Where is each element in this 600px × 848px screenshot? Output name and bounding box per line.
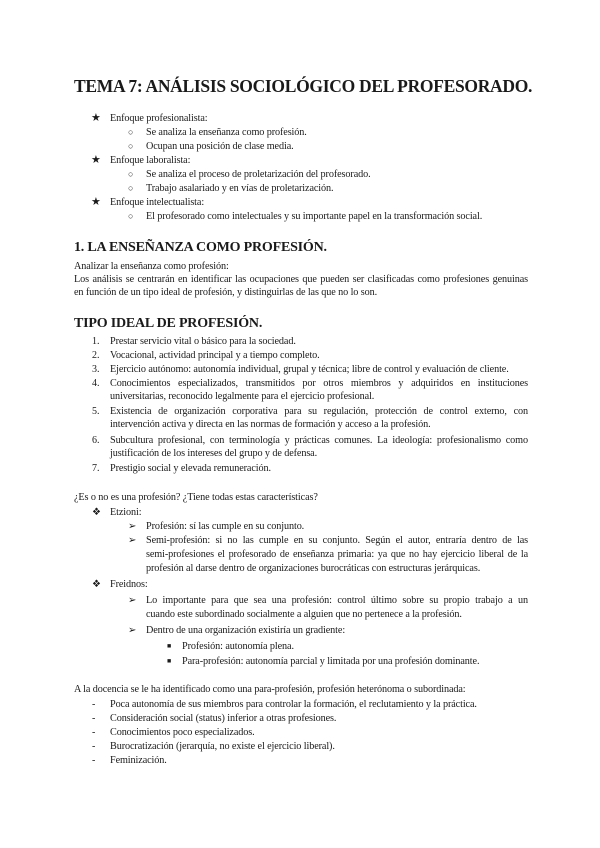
circle-bullet-icon: ○ — [128, 169, 134, 179]
section-heading: 1. LA ENSEÑANZA COMO PROFESIÓN. — [74, 240, 327, 255]
approach-label: Enfoque intelectualista: — [110, 197, 205, 208]
author-item-line: semi-profesiones el profesorado de enseñanza primaria: ya que no hay ejercicio liberal de la — [146, 549, 528, 560]
list-item-line: Conocimientos especializados, transmitidos por otros miembros y adquiridos en instituciones — [110, 378, 528, 389]
list-item-line: universitarias, reconocido legalmente para el ejercicio profesional. — [110, 391, 375, 402]
docencia-item: Conocimientos poco especializados. — [110, 727, 255, 738]
author-item-line: Lo importante para que sea una profesión: control último sobre su propio trabajo a un — [146, 595, 528, 606]
star-bullet-icon: ★ — [91, 154, 101, 166]
arrow-bullet-icon: ➢ — [128, 521, 137, 532]
page-title: TEMA 7: ANÁLISIS SOCIOLÓGICO DEL PROFESORADO. — [74, 76, 533, 96]
list-number: 3. — [92, 364, 100, 375]
diamond-bullet-icon: ❖ — [92, 579, 101, 590]
paragraph-line: Los análisis se centrarán en identificar las ocupaciones que pueden ser clasificadas como profesiones genuinas — [74, 274, 528, 285]
approach-label: Enfoque laboralista: — [110, 155, 191, 166]
circle-bullet-icon: ○ — [128, 127, 134, 137]
circle-bullet-icon: ○ — [128, 141, 134, 151]
author-label: Etzioni: — [110, 507, 142, 518]
list-item-line: Prestar servicio vital o básico para la sociedad. — [110, 336, 296, 347]
docencia-lead: A la docencia se le ha identificado como una para-profesión, profesión heterónoma o subordinada: — [74, 684, 466, 695]
list-item-line: justificación de los intereses del grupo y de defensa. — [110, 448, 318, 459]
list-item-line: Subcultura profesional, con terminología y prácticas comunes. La ideología: profesionalismo como — [110, 435, 528, 446]
gradient-item: Para-profesión: autonomía parcial y limitada por una profesión dominante. — [182, 656, 480, 667]
author-item-line: Semi-profesión: si no las cumple en su conjunto. Según el autor, entraría dentro de las — [146, 535, 528, 546]
arrow-bullet-icon: ➢ — [128, 595, 137, 606]
dash-bullet-icon: - — [92, 727, 96, 738]
section-lead: Analizar la enseñanza como profesión: — [74, 261, 229, 272]
approach-item: Se analiza la enseñanza como profesión. — [146, 127, 307, 138]
list-number: 2. — [92, 350, 100, 361]
list-number: 4. — [92, 378, 100, 389]
list-number: 6. — [92, 435, 100, 446]
list-item-line: Prestigio social y elevada remuneración. — [110, 463, 271, 474]
approach-label: Enfoque profesionalista: — [110, 113, 208, 124]
arrow-bullet-icon: ➢ — [128, 625, 137, 636]
star-bullet-icon: ★ — [91, 112, 101, 124]
author-item-line: profesión al darse dentro de organizaciones burocráticas con estructuras jerárquicas. — [146, 563, 481, 574]
circle-bullet-icon: ○ — [128, 211, 134, 221]
author-item-line: Dentro de una organización existiría un gradiente: — [146, 625, 346, 636]
docencia-item: Consideración social (status) inferior a otras profesiones. — [110, 713, 337, 724]
list-number: 1. — [92, 336, 100, 347]
dash-bullet-icon: - — [92, 755, 96, 766]
dash-bullet-icon: - — [92, 699, 96, 710]
section-heading: TIPO IDEAL DE PROFESIÓN. — [74, 316, 263, 331]
arrow-bullet-icon: ➢ — [128, 535, 137, 546]
paragraph-line: en función de un tipo ideal de profesión, y distinguirlas de las que no lo son. — [74, 287, 378, 298]
docencia-item: Feminización. — [110, 755, 167, 766]
list-item-line: Existencia de organización corporativa para su regulación, protección de control externo, con — [110, 406, 528, 417]
star-bullet-icon: ★ — [91, 196, 101, 208]
square-bullet-icon: ■ — [167, 642, 172, 650]
dash-bullet-icon: - — [92, 713, 96, 724]
diamond-bullet-icon: ❖ — [92, 507, 101, 518]
approach-item: Se analiza el proceso de proletarización del profesorado. — [146, 169, 371, 180]
dash-bullet-icon: - — [92, 741, 96, 752]
list-item-line: Vocacional, actividad principal y a tiempo completo. — [110, 350, 320, 361]
list-item-line: Ejercicio autónomo: autonomía individual, grupal y técnica; libre de control y evaluación de cliente. — [110, 364, 509, 375]
list-item-line: intervención activa y directa en las normas de formación y acceso a la profesión. — [110, 419, 431, 430]
author-item-line: Profesión: sí las cumple en su conjunto. — [146, 521, 305, 532]
question-text: ¿Es o no es una profesión? ¿Tiene todas estas características? — [74, 492, 318, 503]
list-number: 5. — [92, 406, 100, 417]
approach-item: Ocupan una posición de clase media. — [146, 141, 294, 152]
approach-item: Trabajo asalariado y en vías de proletarización. — [146, 183, 334, 194]
square-bullet-icon: ■ — [167, 657, 172, 665]
gradient-item: Profesión: autonomía plena. — [182, 641, 294, 652]
list-number: 7. — [92, 463, 100, 474]
circle-bullet-icon: ○ — [128, 183, 134, 193]
docencia-item: Poca autonomía de sus miembros para controlar la formación, el reclutamiento y la práctica. — [110, 699, 477, 710]
author-label: Freidnos: — [110, 579, 148, 590]
author-item-line: cuando este subordinado socialmente a alguien que no pertenece a la profesión. — [146, 609, 462, 620]
docencia-item: Burocratización (jerarquía, no existe el ejercicio liberal). — [110, 741, 335, 752]
approach-item: El profesorado como intelectuales y su importante papel en la transformación social. — [146, 211, 483, 222]
